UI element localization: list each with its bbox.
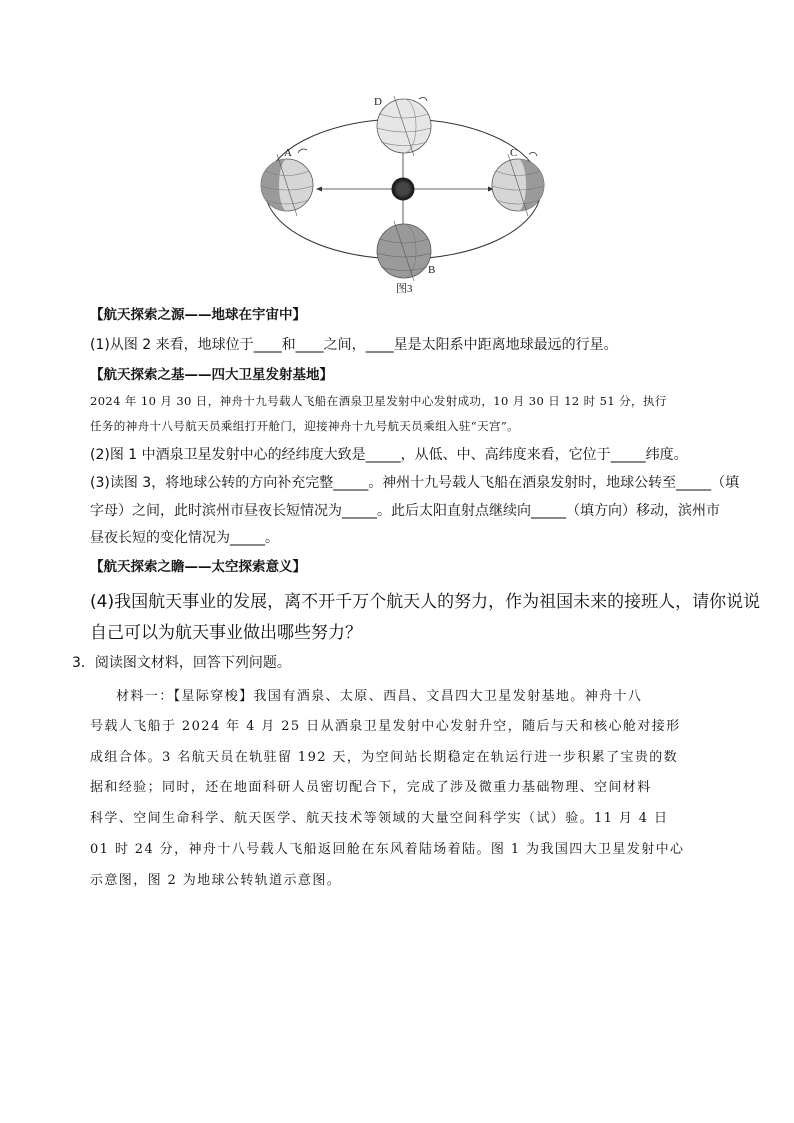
- section2-heading: 【航天探索之基——四大卫星发射基地】: [90, 367, 333, 383]
- material-line: 号载人飞船于 2024 年 4 月 25 日从酒泉卫星发射中心发射升空，随后与天和核心舱对接形: [90, 719, 681, 734]
- earth-orbit-figure: [254, 88, 554, 298]
- section1-heading: 【航天探索之源——地球在宇宙中】: [90, 307, 306, 323]
- question-3-line: 字母）之间，此时滨州市昼夜长短情况为_____。此后太阳直射点继续向_____（填方向）移动，滨州市: [90, 503, 720, 519]
- material-text-line: 任务的神舟十八号航天员乘组打开舱门，迎接神舟十九号航天员乘组入驻“天宫”。: [90, 419, 520, 433]
- label-b: B: [428, 264, 436, 276]
- material-text-line: 2024 年 10 月 30 日，神舟十九号载人飞船在酒泉卫星发射中心发射成功，10 月 30 日 12 时 51 分，执行: [90, 394, 667, 408]
- material-line: 示意图，图 2 为地球公转轨道示意图。: [90, 873, 342, 888]
- question-4-line: (4)我国航天事业的发展，离不开千万个航天人的努力，作为祖国未来的接班人，请你说说: [90, 592, 761, 612]
- question-3-line: (3)读图 3，将地球公转的方向补充完整_____。神州十九号载人飞船在酒泉发射时，地球公转至_____（填: [90, 475, 740, 491]
- question-1: (1)从图 2 来看，地球位于____和____之间，____星是太阳系中距离地球最远的行星。: [90, 337, 618, 353]
- label-d: D: [374, 96, 382, 108]
- question-4-line: 自己可以为航天事业做出哪些努力？: [90, 623, 362, 643]
- material-line: 01 时 24 分，神舟十八号载人飞船返回舱在东风着陆场着陆。图 1 为我国四大卫星发射中心: [90, 842, 685, 857]
- earth-d-icon: [377, 96, 431, 156]
- label-a: A: [284, 147, 292, 159]
- question-3-line: 昼夜长短的变化情况为_____。: [90, 530, 279, 546]
- material-line: 科学、空间生命科学、航天医学、航天技术等领域的大量空间科学实（试）验。11 月 4 日: [90, 811, 669, 826]
- figure-caption: 图3: [396, 283, 413, 295]
- question-2: (2)图 1 中酒泉卫星发射中心的经纬度大致是_____，从低、中、高纬度来看，它位于_____纬度。: [90, 447, 688, 463]
- earth-a-icon: [261, 154, 313, 216]
- material-line: 成组合体。3 名航天员在轨驻留 192 天，为空间站长期稳定在轨运行进一步积累了宝贵的数: [90, 750, 679, 765]
- label-c: C: [510, 147, 518, 159]
- section3-heading: 【航天探索之瞻——太空探索意义】: [90, 559, 306, 575]
- orbit-diagram: [254, 88, 554, 298]
- material-line: 据和经验；同时，还在地面科研人员密切配合下，完成了涉及微重力基础物理、空间材料: [90, 780, 652, 795]
- earth-b-icon: [377, 221, 431, 281]
- question-3-title: 3．阅读图文材料，回答下列问题。: [72, 655, 291, 671]
- material-line: 材料一：【星际穿梭】我国有酒泉、太原、西昌、文昌四大卫星发射基地。神舟十八: [116, 689, 643, 704]
